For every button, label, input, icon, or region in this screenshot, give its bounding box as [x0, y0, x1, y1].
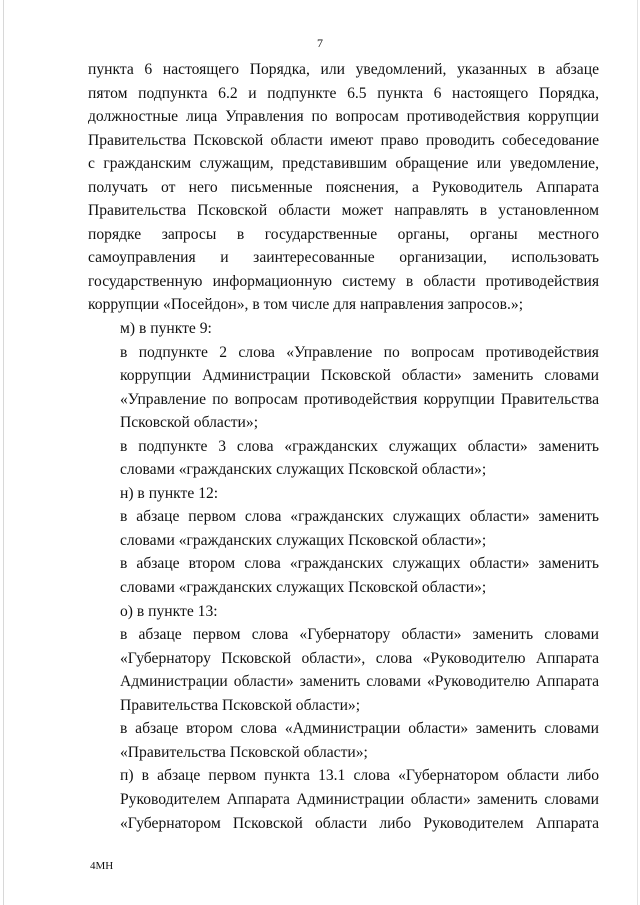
- paragraph: [88, 482, 599, 506]
- paragraph: [88, 552, 599, 599]
- paragraph: [88, 505, 599, 552]
- text-line: пункта 6 настоящего Порядка, или уведомлений, указанных в абзаце: [88, 61, 599, 78]
- document-body: [88, 58, 599, 835]
- text-line: в абзаце втором слова «гражданских служащих области» заменить: [120, 555, 599, 573]
- text-line: коррупции Администрации Псковской области» заменить словами: [120, 367, 599, 385]
- text-line: получать от него письменные пояснения, а Руководитель Аппарата: [88, 178, 599, 196]
- text-line: в абзаце первом слова «гражданских служащих области» заменить: [120, 508, 599, 526]
- text-line: словами «гражданских служащих Псковской области»;: [120, 461, 487, 479]
- text-line: с гражданским служащим, представившим обращение или уведомление,: [88, 155, 599, 173]
- text-line: п) в абзаце первом пункта 13.1 слова «Губернатором области либо: [120, 767, 599, 785]
- text-line: самоуправления и заинтересованные организации, использовать: [88, 249, 599, 267]
- paragraph: [88, 435, 599, 482]
- text-line: Администрации области» заменить словами «Руководителю Аппарата: [120, 673, 599, 691]
- text-line: в подпункте 3 слова «гражданских служащих области» заменить: [120, 437, 599, 455]
- text-line: Правительства Псковской области может направлять в установленном: [88, 202, 599, 220]
- text-line: пятом подпункта 6.2 и подпункте 6.5 пункта 6 настоящего Порядка,: [88, 84, 599, 102]
- text-line: в абзаце первом слова «Губернатору области» заменить словами: [120, 626, 599, 644]
- paragraph: [88, 623, 599, 717]
- page-number: 7: [317, 36, 323, 50]
- paragraph: [88, 717, 599, 764]
- text-line: м) в пункте 9:: [120, 320, 212, 338]
- paragraph: [88, 341, 599, 435]
- text-line: в абзаце втором слова «Администрации области» заменить словами: [120, 720, 599, 738]
- paragraph: [88, 58, 599, 317]
- paragraph: [88, 600, 599, 624]
- scan-edge-left: [3, 0, 4, 905]
- text-line: Правительства Псковской области имеют право проводить собеседование: [88, 131, 599, 149]
- paragraph: [88, 317, 599, 341]
- text-line: Правительства Псковской области»;: [120, 696, 361, 714]
- text-line: коррупции «Посейдон», в том числе для направления запросов.»;: [88, 296, 524, 314]
- text-line: «Губернатору Псковской области», слова «Руководителю Аппарата: [120, 649, 599, 667]
- text-line: «Правительства Псковской области»;: [120, 743, 368, 761]
- text-line: в подпункте 2 слова «Управление по вопросам противодействия: [120, 343, 599, 361]
- footer-code: 4МН: [90, 860, 114, 872]
- text-line: словами «гражданских служащих Псковской области»;: [120, 531, 487, 549]
- text-line: Псковской области»;: [120, 414, 259, 432]
- text-line: Руководителем Аппарата Администрации области» заменить словами: [120, 790, 599, 808]
- paragraph: [88, 764, 599, 835]
- text-line: «Управление по вопросам противодействия коррупции Правительства: [120, 390, 599, 408]
- text-line: о) в пункте 13:: [120, 602, 218, 620]
- text-line: порядке запросы в государственные органы, органы местного: [88, 225, 599, 243]
- text-line: н) в пункте 12:: [120, 484, 219, 502]
- scan-edge-right: [637, 0, 638, 905]
- text-line: «Губернатором Псковской области либо Руководителем Аппарата: [120, 814, 599, 832]
- text-line: должностные лица Управления по вопросам противодействия коррупции: [88, 108, 599, 126]
- text-line: государственную информационную систему в области противодействия: [88, 272, 599, 290]
- text-line: словами «гражданских служащих Псковской области»;: [120, 579, 487, 597]
